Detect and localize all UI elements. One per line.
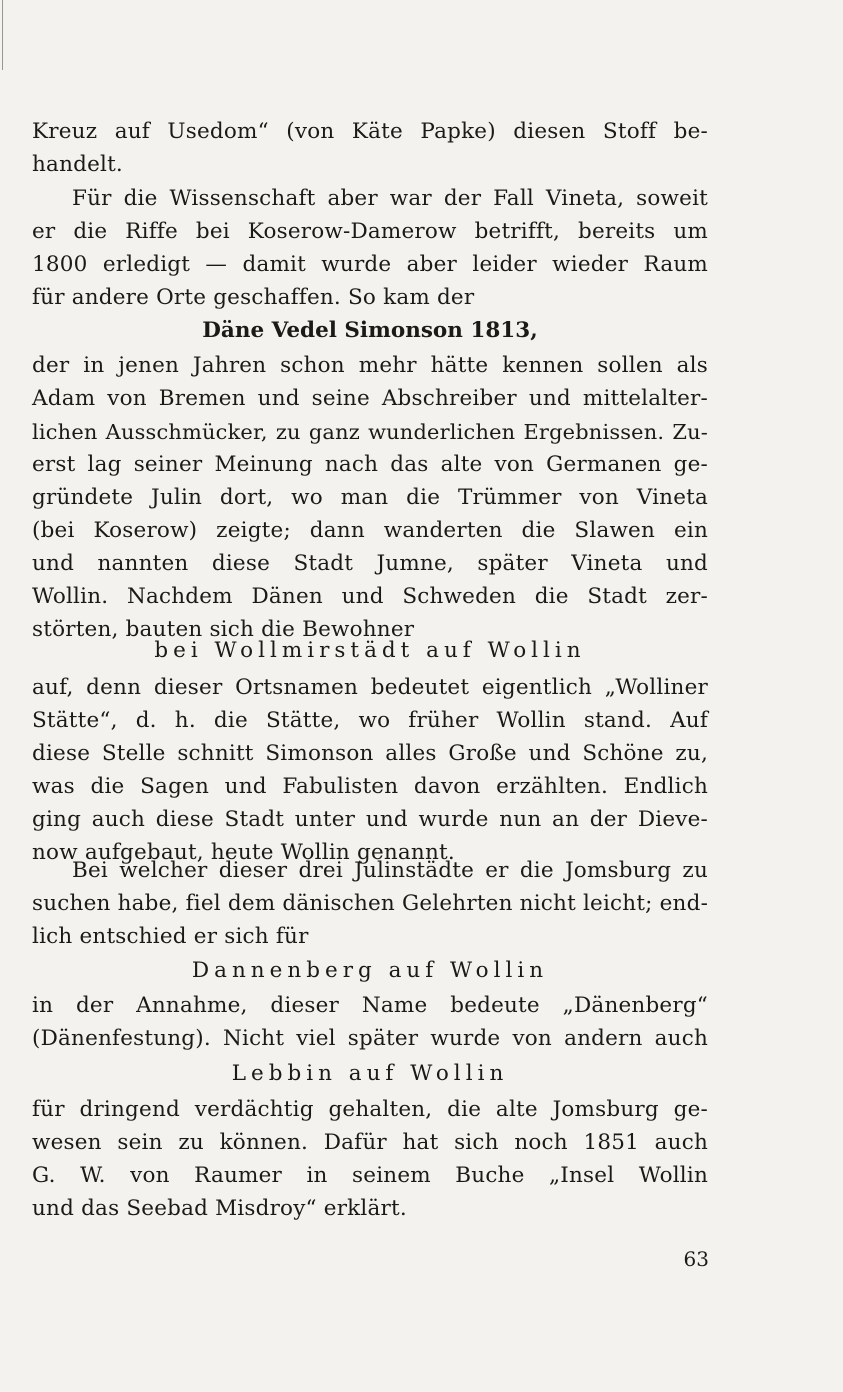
- text-line: lichen Ausschmücker, zu ganz wunderlichen Ergebnissen. Zu-: [32, 420, 708, 444]
- text-line: gründete Julin dort, wo man die Trümmer von Vineta: [32, 485, 708, 510]
- text-line: was die Sagen und Fabulisten davon erzählten. Endlich: [32, 774, 708, 799]
- heading-wollmirstaedt: bei Wollmirstädt auf Wollin: [154, 638, 586, 663]
- text-line: Kreuz auf Usedom“ (von Käte Papke) diesen Stoff be-: [32, 119, 708, 144]
- text-line: in der Annahme, dieser Name bedeute „Dänenberg“: [32, 993, 708, 1018]
- text-line: Adam von Bremen und seine Abschreiber und mittelalter-: [32, 386, 708, 411]
- text-line: störten, bauten sich die Bewohner: [32, 617, 415, 642]
- text-line: er die Riffe bei Koserow-Damerow betrifft, bereits um: [32, 219, 708, 244]
- text-line: wesen sein zu können. Dafür hat sich noch 1851 auch: [32, 1130, 708, 1155]
- heading-lebbin: Lebbin auf Wollin: [231, 1061, 509, 1086]
- text-line: 1800 erledigt — damit wurde aber leider wieder Raum: [32, 252, 708, 277]
- text-line: diese Stelle schnitt Simonson alles Große und Schöne zu,: [32, 741, 708, 766]
- text-line: (Dänenfestung). Nicht viel später wurde von andern auch: [32, 1026, 708, 1051]
- text-line: erst lag seiner Meinung nach das alte von Germanen ge-: [32, 452, 708, 477]
- page-number: 63: [683, 1247, 709, 1271]
- text-line: Bei welcher dieser drei Julinstädte er die Jomsburg zu: [72, 858, 708, 883]
- text-line: für andere Orte geschaffen. So kam der: [32, 285, 475, 310]
- text-line: Für die Wissenschaft aber war der Fall Vineta, soweit: [72, 186, 708, 211]
- text-line: now aufgebaut, heute Wollin genannt.: [32, 840, 455, 865]
- heading-dannenberg: Dannenberg auf Wollin: [191, 958, 549, 983]
- text-line: und nannten diese Stadt Jumne, später Vineta und: [32, 551, 708, 576]
- text-line: lich entschied er sich für: [32, 924, 309, 949]
- text-line: suchen habe, fiel dem dänischen Gelehrten nicht leicht; end-: [32, 891, 709, 916]
- text-line: für dringend verdächtig gehalten, die alte Jomsburg ge-: [32, 1097, 708, 1122]
- text-line: und das Seebad Misdroy“ erklärt.: [32, 1196, 407, 1221]
- text-line: (bei Koserow) zeigte; dann wanderten die Slawen ein: [32, 518, 708, 543]
- text-line: handelt.: [32, 152, 123, 177]
- text-line: Stätte“, d. h. die Stätte, wo früher Wollin stand. Auf: [32, 708, 708, 733]
- page-edge-mark: [2, 0, 3, 70]
- text-line: Wollin. Nachdem Dänen und Schweden die Stadt zer-: [32, 584, 708, 609]
- text-line: ging auch diese Stadt unter und wurde nun an der Dieve-: [32, 807, 708, 832]
- text-line: der in jenen Jahren schon mehr hätte kennen sollen als: [32, 353, 708, 378]
- text-line: G. W. von Raumer in seinem Buche „Insel Wollin: [32, 1163, 708, 1188]
- text-line: auf, denn dieser Ortsnamen bedeutet eigentlich „Wolliner: [32, 675, 708, 700]
- heading-simonson: Däne Vedel Simonson 1813,: [202, 318, 538, 343]
